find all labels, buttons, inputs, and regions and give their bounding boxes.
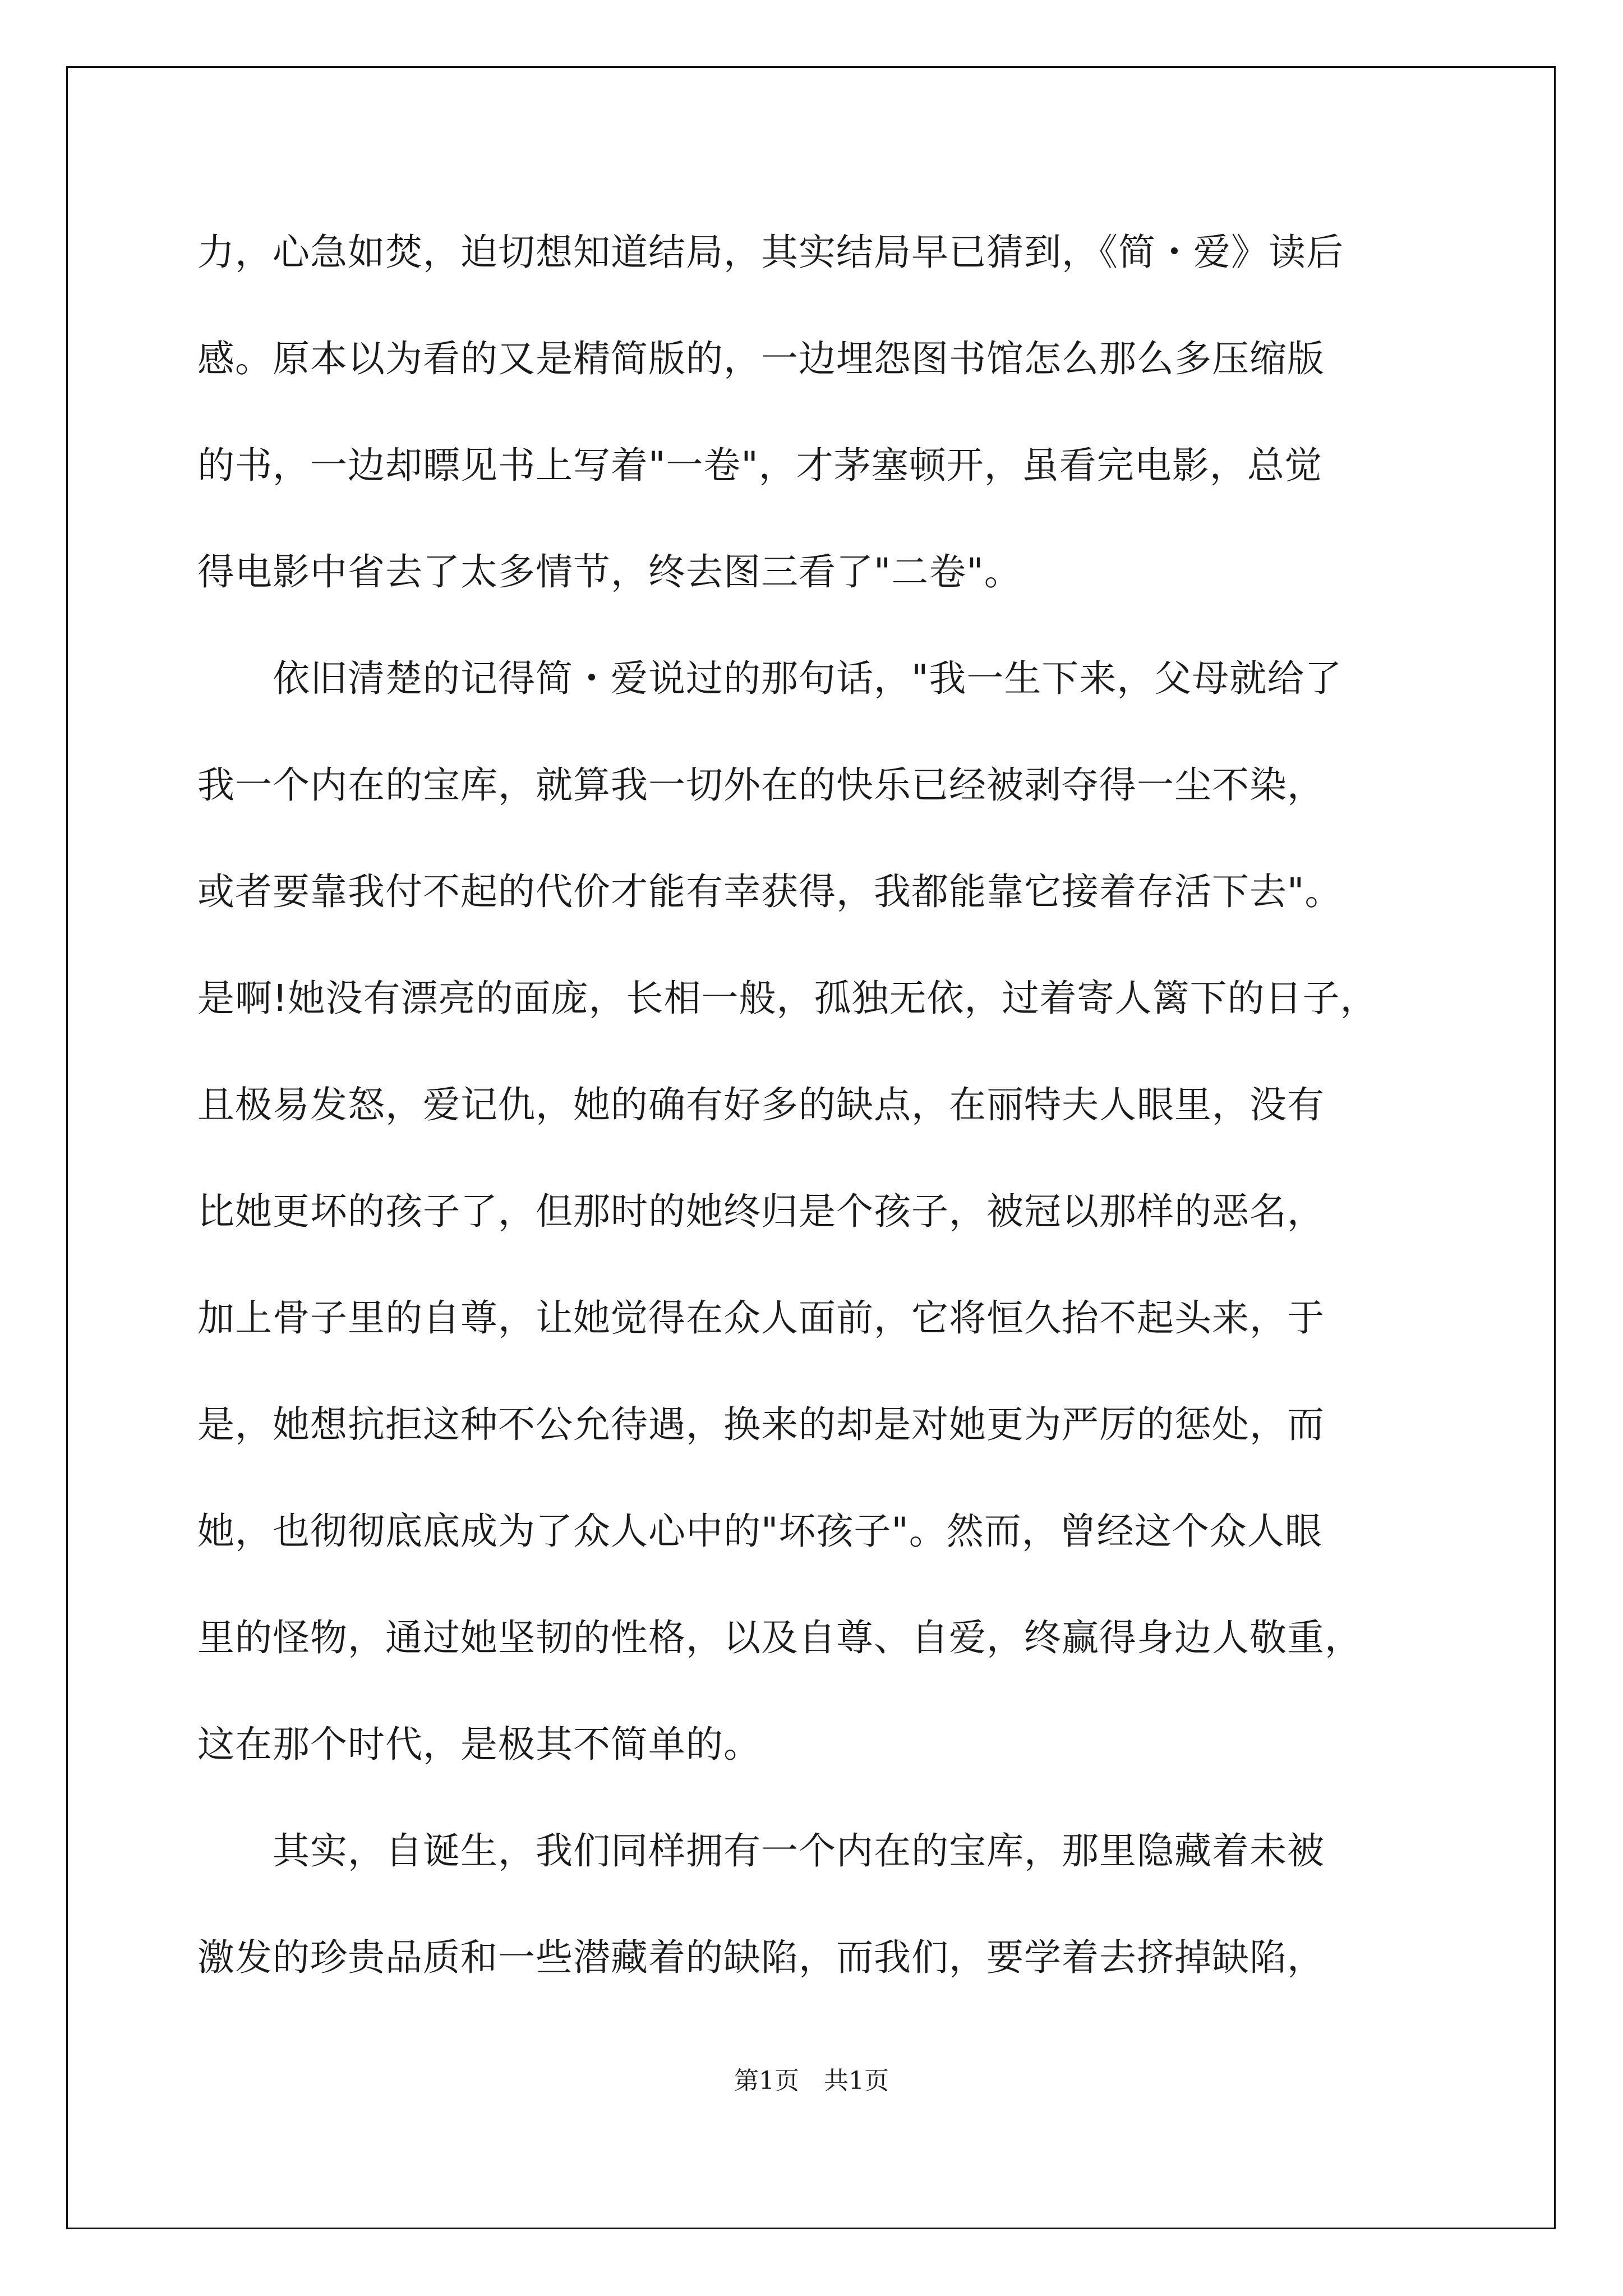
paragraph-line: 加上骨子里的自尊，让她觉得在众人面前，它将恒久抬不起头来，于 [197,1296,1325,1340]
paragraph-line: 比她更坏的孩子了，但那时的她终归是个孩子，被冠以那样的恶名， [197,1190,1325,1233]
paragraph-line: 是，她想抗拒这种不公允待遇，换来的却是对她更为严厉的惩处，而 [197,1403,1325,1446]
paragraph-line: 得电影中省去了太多情节，终去图三看了"二卷"。 [197,550,1022,593]
paragraph-line: 我一个内在的宝库，就算我一切外在的快乐已经被剥夺得一尘不染， [197,763,1325,807]
paragraph-line: 力，心急如焚，迫切想知道结局，其实结局早已猜到，《简・爱》读后 [197,231,1344,274]
paragraph-line: 且极易发怒，爱记仇，她的确有好多的缺点，在丽特夫人眼里，没有 [197,1083,1325,1126]
page-border [66,66,1556,2229]
paragraph-line: 其实，自诞生，我们同样拥有一个内在的宝库，那里隐藏着未被 [197,1829,1325,1872]
paragraph-line: 这在那个时代，是极其不简单的。 [197,1723,761,1766]
page-number-footer: 第1页 共1页 [734,2067,889,2095]
paragraph-line: 是啊!她没有漂亮的面庞，长相一般，孤独无依，过着寄人篱下的日子， [197,977,1378,1020]
paragraph-line: 感。原本以为看的又是精简版的，一边埋怨图书馆怎么那么多压缩版 [197,337,1325,380]
paragraph-line: 的书，一边却瞟见书上写着"一卷"，才茅塞顿开，虽看完电影，总觉 [197,444,1322,487]
paragraph-line: 依旧清楚的记得简・爱说过的那句话，"我一生下来，父母就给了 [197,657,1343,700]
paragraph-line: 或者要靠我付不起的代价才能有幸获得，我都能靠它接着存活下去"。 [197,870,1343,913]
paragraph-line: 里的怪物，通过她坚韧的性格，以及自尊、自爱，终赢得身边人敬重， [197,1616,1362,1659]
paragraph-line: 她，也彻彻底底成为了众人心中的"坏孩子"。然而，曾经这个众人眼 [197,1510,1322,1553]
paragraph-line: 激发的珍贵品质和一些潜藏着的缺陷，而我们，要学着去挤掉缺陷， [197,1936,1325,1979]
